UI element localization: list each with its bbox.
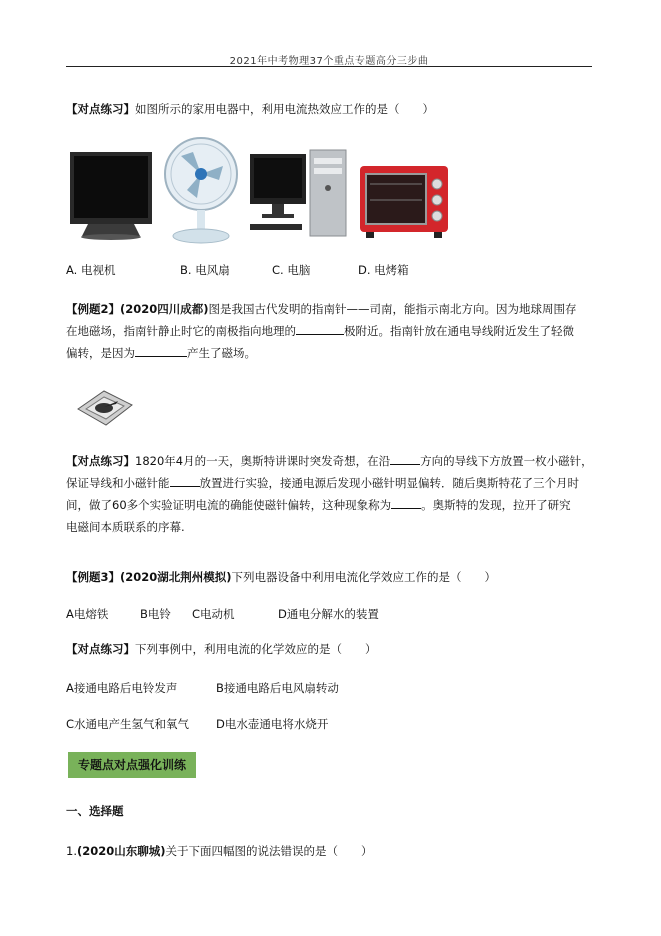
practice2-line4: 电磁间本质联系的序幕. [66,520,185,534]
header-title: 2021年中考物理37个重点专题高分三步曲 [229,56,429,67]
practice2-line2b: 放置进行实验，接通电源后发现小磁针明显偏转．随后奥斯特花了三个月时 [199,476,579,490]
fan-image [161,136,241,246]
practice2-tag: 【对点练习】 [66,454,135,468]
practice1-option-c[interactable]: C. 电脑 [272,263,311,277]
question1-source: (2020山东聊城) [76,844,166,858]
practice1-tag: 【对点练习】 [66,102,135,116]
practice2-line2a: 保证导线和小磁针能 [66,476,170,490]
practice3-question [66,638,594,660]
example3-question [66,566,594,588]
example3-source: (2020湖北荆州模拟) [120,570,232,584]
example2-line1: 图是我国古代发明的指南针——司南，能指示南北方向。因为地球周围存 [208,302,577,316]
practice2-line1a: 1820年4月的一天，奥斯特讲课时突发奇想，在沿 [135,454,391,468]
practice3-option-a[interactable]: A接通电路后电铃发声 [66,681,178,695]
question1 [66,840,594,862]
practice2-line3b: 。奥斯特的发现，拉开了研究 [421,498,571,512]
practice2-blank3[interactable] [391,496,421,509]
practice1-option-a[interactable]: A. 电视机 [66,263,116,277]
section-heading: 一、选择题 [66,804,124,818]
example3-option-c[interactable]: C电动机 [192,607,235,621]
tv-image [68,150,154,242]
practice2-blank2[interactable] [170,474,200,487]
example3-text: 下列电器设备中利用电流化学效应工作的是（ ） [231,570,497,584]
example3-option-d[interactable]: D通电分解水的装置 [278,607,379,621]
example3-option-b[interactable]: B电铃 [140,607,171,621]
practice2-line3a: 间，做了60多个实验证明电流的确能使磁针偏转，这种现象称为 [66,498,392,512]
example2-line3b: 产生了磁场。 [187,346,256,360]
example2-line3a: 偏转，是因为 [66,346,135,360]
example2-line2b: 极附近。指南针放在通电导线附近发生了轻微 [344,324,574,338]
practice3-text: 下列事例中，利用电流的化学效应的是（ ） [135,642,377,656]
section-badge: 专题点对点强化训练 [68,752,196,778]
question1-number: 1. [66,844,77,858]
example2-source: (2020四川成都) [120,302,209,316]
example2-blank1[interactable] [296,322,344,335]
example2-line2a: 在地磁场，指南针静止时它的南极指向地理的 [66,324,296,338]
example2-question [66,298,594,364]
practice3-tag: 【对点练习】 [66,642,135,656]
example3-option-a[interactable]: A电熔铁 [66,607,109,621]
question1-text: 关于下面四幅图的说法错误的是（ ） [165,844,373,858]
practice2-question [66,450,594,538]
practice3-option-b[interactable]: B接通电路后电风扇转动 [216,681,339,695]
practice2-blank1[interactable] [390,452,420,465]
practice1-text: 如图所示的家用电器中，利用电流热效应工作的是（ ） [135,102,434,116]
practice3-option-d[interactable]: D电水壶通电将水烧开 [216,717,329,731]
practice1-option-d[interactable]: D. 电烤箱 [358,263,409,277]
oven-image [358,162,450,240]
example2-tag: 【例题2】 [66,302,121,316]
example2-blank2[interactable] [135,344,187,357]
example3-tag: 【例题3】 [66,570,121,584]
sinan-compass-image [72,385,136,429]
practice3-option-c[interactable]: C水通电产生氢气和氧气 [66,717,190,731]
practice1-option-b[interactable]: B. 电风扇 [180,263,230,277]
header-divider [66,66,592,67]
computer-image [248,148,350,240]
practice1-question [66,98,594,120]
practice2-line1b: 方向的导线下方放置一枚小磁针， [420,454,593,468]
